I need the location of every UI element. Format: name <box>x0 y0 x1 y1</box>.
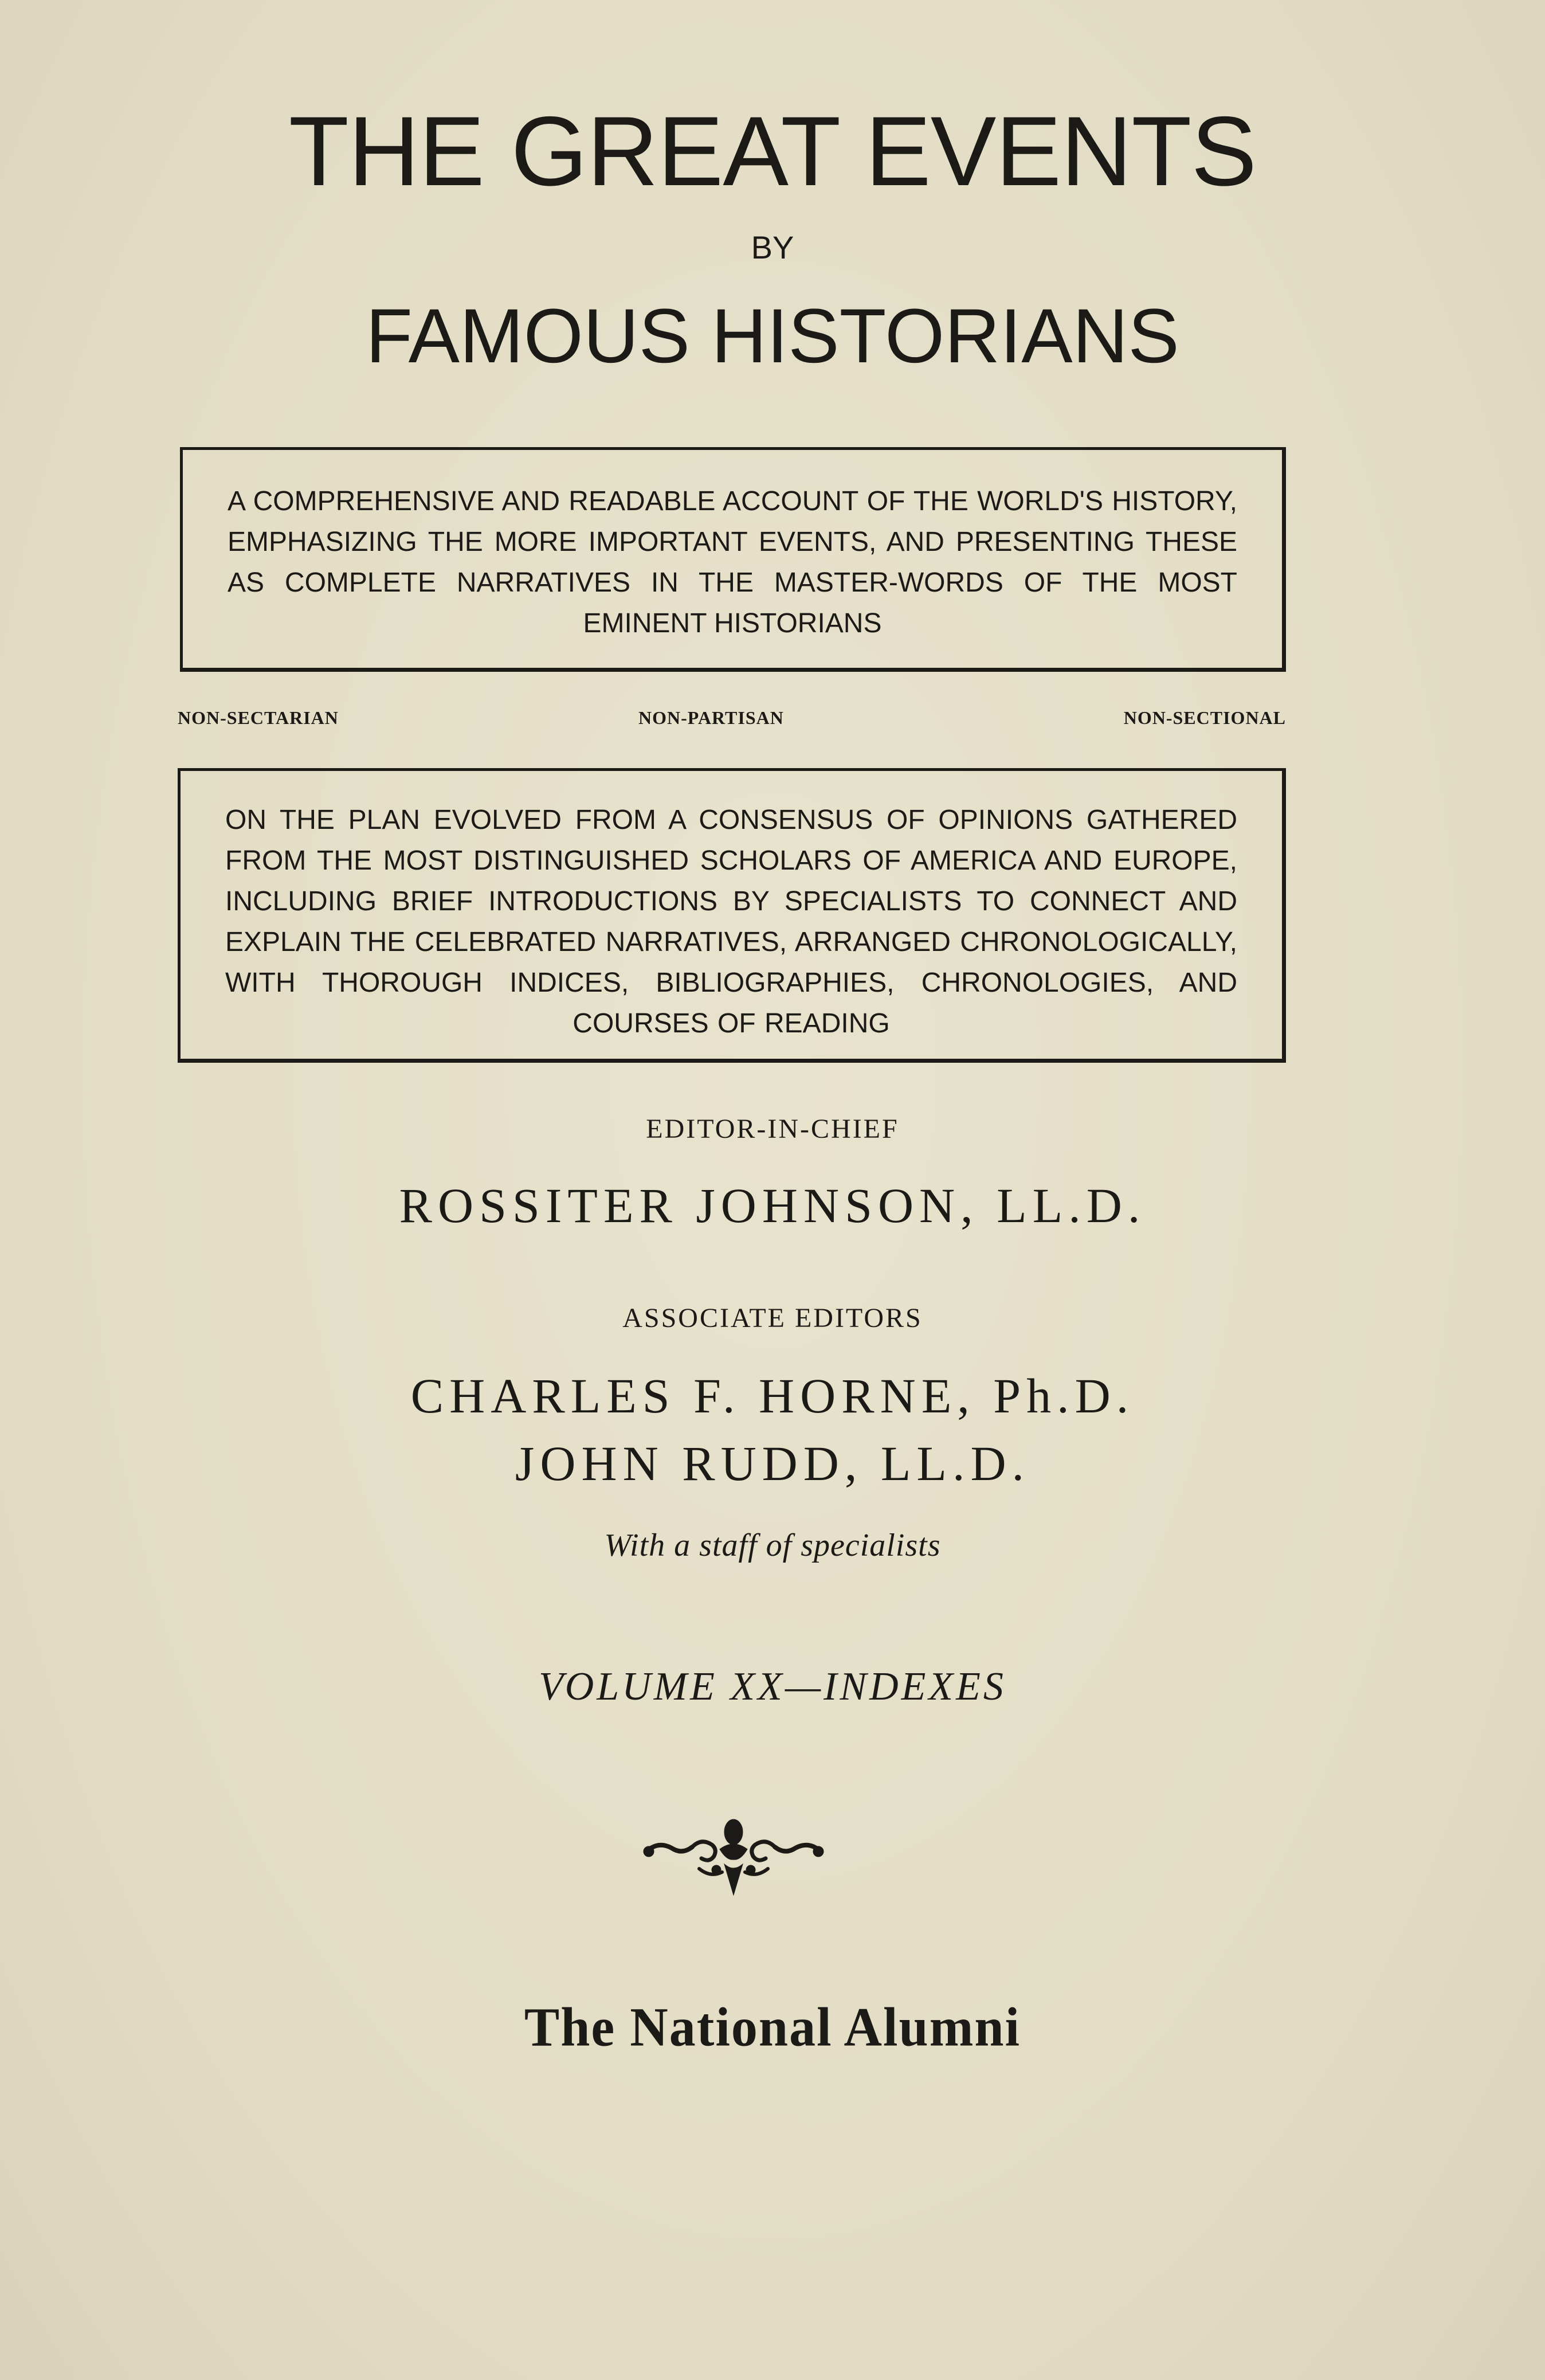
principle-non-sectional: NON-SECTIONAL <box>1123 707 1286 728</box>
plan-text: ON THE PLAN EVOLVED FROM A CONSENSUS OF OPINIONS GATHERED FROM THE MOST DISTINGUISHED SCHOLARS OF AMERICA AND EUROPE, INCLUDING BRIEF INTRODUCTIONS BY SPECIALISTS TO CONNECT AND EXPLAIN THE CELEBRATED NARRATIVES, ARRANGED CHRONOLOGICALLY, WITH THOROUGH INDICES, BIBLIOGRAPHIES, CHRONOLOGIES, AND COURSES OF READING <box>225 805 1237 1039</box>
publisher-name: The National Alumni <box>524 1996 1021 2058</box>
associate-editor-name: JOHN RUDD, LL.D. <box>515 1436 1030 1491</box>
editor-in-chief-name: ROSSITER JOHNSON, LL.D. <box>399 1178 1146 1233</box>
plan-box <box>178 768 1286 1063</box>
fleuron-ornament-icon <box>642 1815 825 1901</box>
title-by: BY <box>751 229 794 265</box>
principle-non-sectarian: NON-SECTARIAN <box>178 707 339 728</box>
associate-editors-label: ASSOCIATE EDITORS <box>622 1303 923 1333</box>
staff-note: With a staff of specialists <box>604 1528 941 1563</box>
description-text: A COMPREHENSIVE AND READABLE ACCOUNT OF THE WORLD'S HISTORY, EMPHASIZING THE MORE IMPORTANT EVENTS, AND PRESENTING THESE AS COMPLETE NARRATIVES IN THE MASTER-WORDS OF THE MOST EMINENT HISTORIANS <box>228 486 1237 639</box>
book-subtitle: FAMOUS HISTORIANS <box>366 293 1179 379</box>
associate-editor-name: CHARLES F. HORNE, Ph.D. <box>410 1368 1135 1423</box>
principle-non-partisan: NON-PARTISAN <box>638 707 784 728</box>
editor-in-chief-label: EDITOR-IN-CHIEF <box>646 1114 899 1144</box>
volume-title: VOLUME XX—INDEXES <box>539 1665 1006 1709</box>
description-box <box>180 447 1286 672</box>
book-title: THE GREAT EVENTS <box>288 96 1257 206</box>
